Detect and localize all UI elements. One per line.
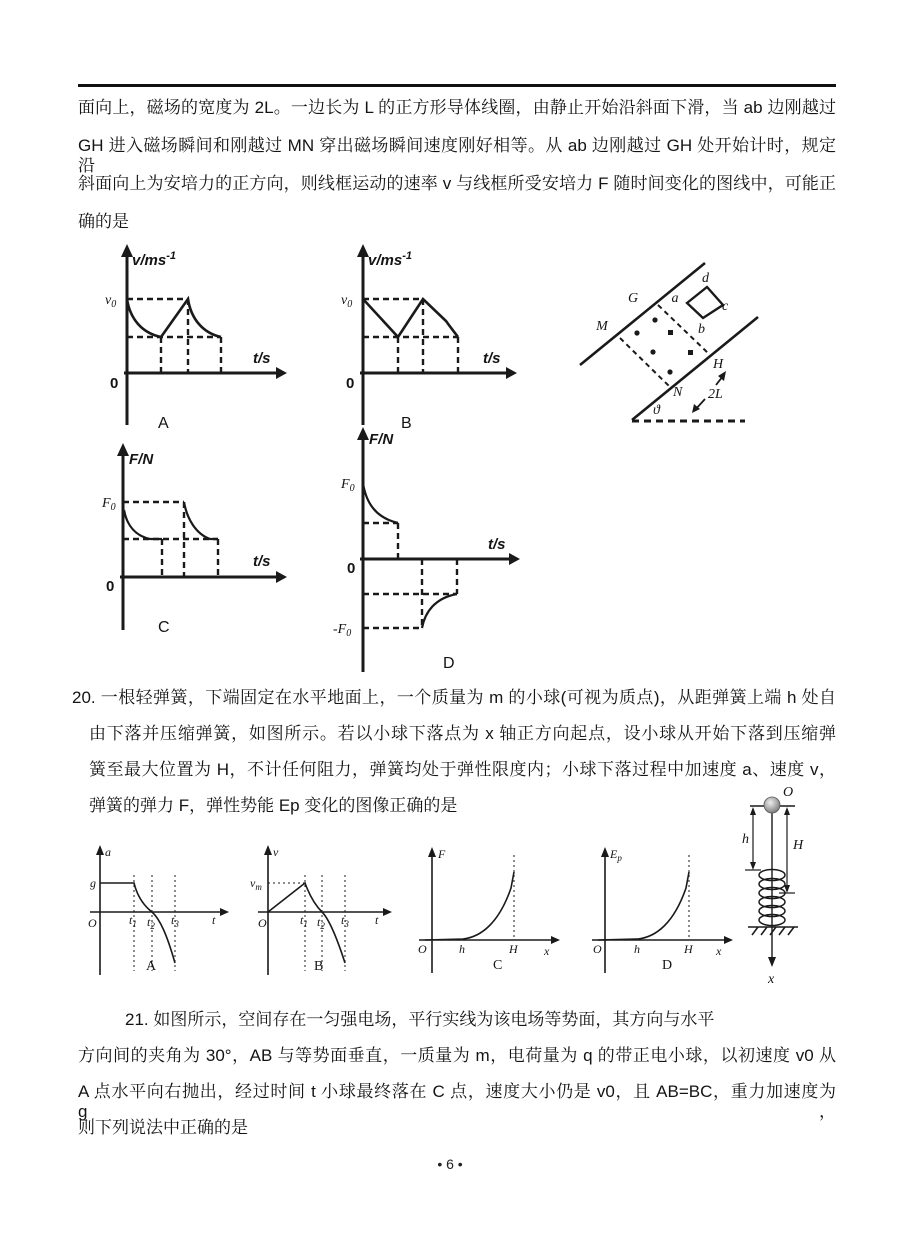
header-rule <box>78 84 836 87</box>
option-letter: D <box>662 958 673 973</box>
h-label: h <box>634 942 640 956</box>
dashed-guides <box>363 523 457 628</box>
ball <box>764 797 780 813</box>
q20-text-line: 弹簧的弹力 F，弹性势能 Ep 变化的图像正确的是 <box>89 796 458 815</box>
axes <box>419 851 553 973</box>
x-arrow <box>724 936 733 944</box>
x-axis-label: t <box>212 913 216 927</box>
x-arrow <box>383 908 392 916</box>
label-M: M <box>596 319 608 334</box>
x-arrow <box>506 367 517 379</box>
q19-text-line: 确的是 <box>78 212 129 231</box>
q19-text-line: 斜面向上为安培力的正方向，则线框运动的速率 v 与线框所受安培力 F 随时间变化的图线中，可能正 <box>78 174 836 193</box>
origin-label: 0 <box>106 578 115 595</box>
y-axis-label: F/N <box>129 451 154 468</box>
f-curve <box>363 483 457 628</box>
option-letter: B <box>401 415 412 432</box>
label-theta: ϑ <box>653 403 660 418</box>
neg-f0-label: $-F_0$ <box>333 622 352 639</box>
q20-text-line: 20. 一根轻弹簧，下端固定在水平地面上，一个质量为 m 的小球(可视为质点)，从距弹簧上端 h 处自 <box>72 688 836 707</box>
label-H: H <box>793 838 804 853</box>
v-curve <box>363 299 458 337</box>
origin-label: O <box>88 916 97 930</box>
f0-label: $F_0$ <box>102 496 116 513</box>
x-arrow <box>509 553 520 565</box>
q20-text-line: 由下落并压缩弹簧，如图所示。若以小球下落点为 x 轴正方向起点，设小球从开始下落到压缩弹 <box>89 724 836 743</box>
incline-edges <box>580 263 758 420</box>
h-arrow-down <box>750 862 756 870</box>
origin-label: O <box>418 942 427 956</box>
a-curve <box>100 883 175 963</box>
y-axis-label: F/N <box>369 431 394 448</box>
ground <box>748 927 798 935</box>
label-h: h <box>742 832 749 847</box>
q20-graph-c <box>413 843 568 975</box>
axes <box>360 434 511 672</box>
q20-graph-d <box>586 843 741 975</box>
x-axis-label: t/s <box>488 536 506 553</box>
q19-graph-a <box>88 243 303 438</box>
field-boundaries <box>620 305 708 387</box>
y-arrow <box>264 845 272 855</box>
label-G: G <box>627 291 639 306</box>
option-letter: C <box>158 619 170 636</box>
label-N: N <box>673 385 683 400</box>
vm-label: $v_m$ <box>250 876 262 892</box>
option-letter: A <box>146 959 157 974</box>
H-label: H <box>684 942 693 956</box>
label-a: a <box>671 291 679 306</box>
q19-text-line: GH 进入磁场瞬间和刚越过 MN 穿出磁场瞬间速度刚好相等。从 ab 边刚越过 GH 处开始计时，规定沿 <box>78 136 836 175</box>
conducting-loop <box>687 287 723 318</box>
label-2L: 2L <box>708 387 723 402</box>
y-arrow <box>357 427 369 440</box>
option-letter: B <box>314 959 324 974</box>
axes <box>90 849 222 975</box>
origin-label: 0 <box>346 375 355 392</box>
y-arrow <box>117 443 129 456</box>
f0-label: $F_0$ <box>341 477 355 494</box>
h-label: h <box>459 942 465 956</box>
q21-text-line: 则下列说法中正确的是 <box>78 1118 248 1137</box>
t1-label: $t_1$ <box>300 913 308 929</box>
t2-label: $t_2$ <box>147 915 155 931</box>
y-arrow <box>601 847 609 857</box>
label-H: H <box>713 357 724 372</box>
f-curve <box>124 502 218 539</box>
origin-label: 0 <box>110 375 119 392</box>
label-b: b <box>698 322 705 337</box>
q21-text-line: 方向间的夹角为 30°，AB 与等势面垂直，一质量为 m，电荷量为 q 的带正电小球，以初速度 v0 从 <box>78 1046 836 1065</box>
h-arrow-up <box>750 807 756 815</box>
label-O: O <box>783 785 794 800</box>
x-arrow <box>276 571 287 583</box>
label-x: x <box>768 972 775 987</box>
label-c: c <box>722 299 729 314</box>
y-arrow <box>96 845 104 855</box>
ep-curve <box>598 872 689 940</box>
y-axis-label: $v/ms^{-1}$ <box>368 250 412 269</box>
g-label: g <box>90 876 96 890</box>
x-axis-label: t/s <box>253 350 271 367</box>
x-axis-label: t <box>375 913 379 927</box>
v0-label: $v_0$ <box>105 293 117 310</box>
q19-text-line: 面向上，磁场的宽度为 2L。一边长为 L 的正方形导体线圈，由静止开始沿斜面下滑，当 ab 边刚越过 <box>78 98 836 117</box>
label-d: d <box>702 271 709 286</box>
origin-label: O <box>593 942 602 956</box>
page-number: • 6 • <box>437 1156 463 1172</box>
q20-graph-b <box>248 843 403 978</box>
v0-label: $v_0$ <box>341 293 353 310</box>
t2-label: $t_2$ <box>317 915 325 931</box>
y-axis-label: F <box>438 847 446 861</box>
x-arrow <box>551 936 560 944</box>
x-axis-arrow <box>768 957 776 967</box>
option-letter: A <box>158 415 169 432</box>
x-axis-label: x <box>716 944 722 958</box>
t3-label: $t_3$ <box>171 913 179 929</box>
q20-graph-a <box>82 843 237 978</box>
H-label: H <box>509 942 518 956</box>
q19-graph-c <box>88 438 303 638</box>
x-axis-label: x <box>544 944 550 958</box>
q20-spring-diagram <box>738 781 863 991</box>
q20-text-line: 簧至最大位置为 H，不计任何阻力，弹簧均处于弹性限度内；小球下落过程中加速度 a、速度 v， <box>89 760 836 779</box>
v-curve <box>127 299 221 337</box>
dashed-guides <box>127 299 221 373</box>
t1-label: $t_1$ <box>129 913 137 929</box>
field-dots <box>634 317 693 374</box>
y-axis-label: $v/ms^{-1}$ <box>132 250 176 269</box>
H-arrow-up <box>784 807 790 815</box>
f-curve <box>425 872 514 940</box>
option-letter: C <box>493 958 503 973</box>
q21-text-line: A 点水平向右抛出，经过时间 t 小球最终落在 C 点，速度大小仍是 v0，且 AB=BC，重力加速度为 g， <box>78 1082 836 1121</box>
y-axis-label: $E_p$ <box>610 847 622 863</box>
dashed-guides <box>123 502 218 577</box>
y-arrow <box>428 847 436 857</box>
dashed-guides <box>363 299 458 373</box>
origin-label: 0 <box>347 560 356 577</box>
q21-text-line: 21. 如图所示，空间存在一匀强电场，平行实线为该电场等势面，其方向与水平 <box>125 1010 715 1029</box>
y-axis-label: a <box>105 845 111 859</box>
y-axis-label: v <box>273 845 279 859</box>
axes <box>592 851 726 973</box>
q19-incline-diagram <box>565 240 875 440</box>
origin-label: O <box>258 916 267 930</box>
x-axis-label: t/s <box>253 553 271 570</box>
t3-label: $t_3$ <box>341 913 349 929</box>
x-arrow <box>220 908 229 916</box>
option-letter: D <box>443 655 455 672</box>
q19-graph-d <box>333 426 538 676</box>
x-arrow <box>276 367 287 379</box>
q19-graph-b <box>328 243 533 438</box>
x-axis-label: t/s <box>483 350 501 367</box>
